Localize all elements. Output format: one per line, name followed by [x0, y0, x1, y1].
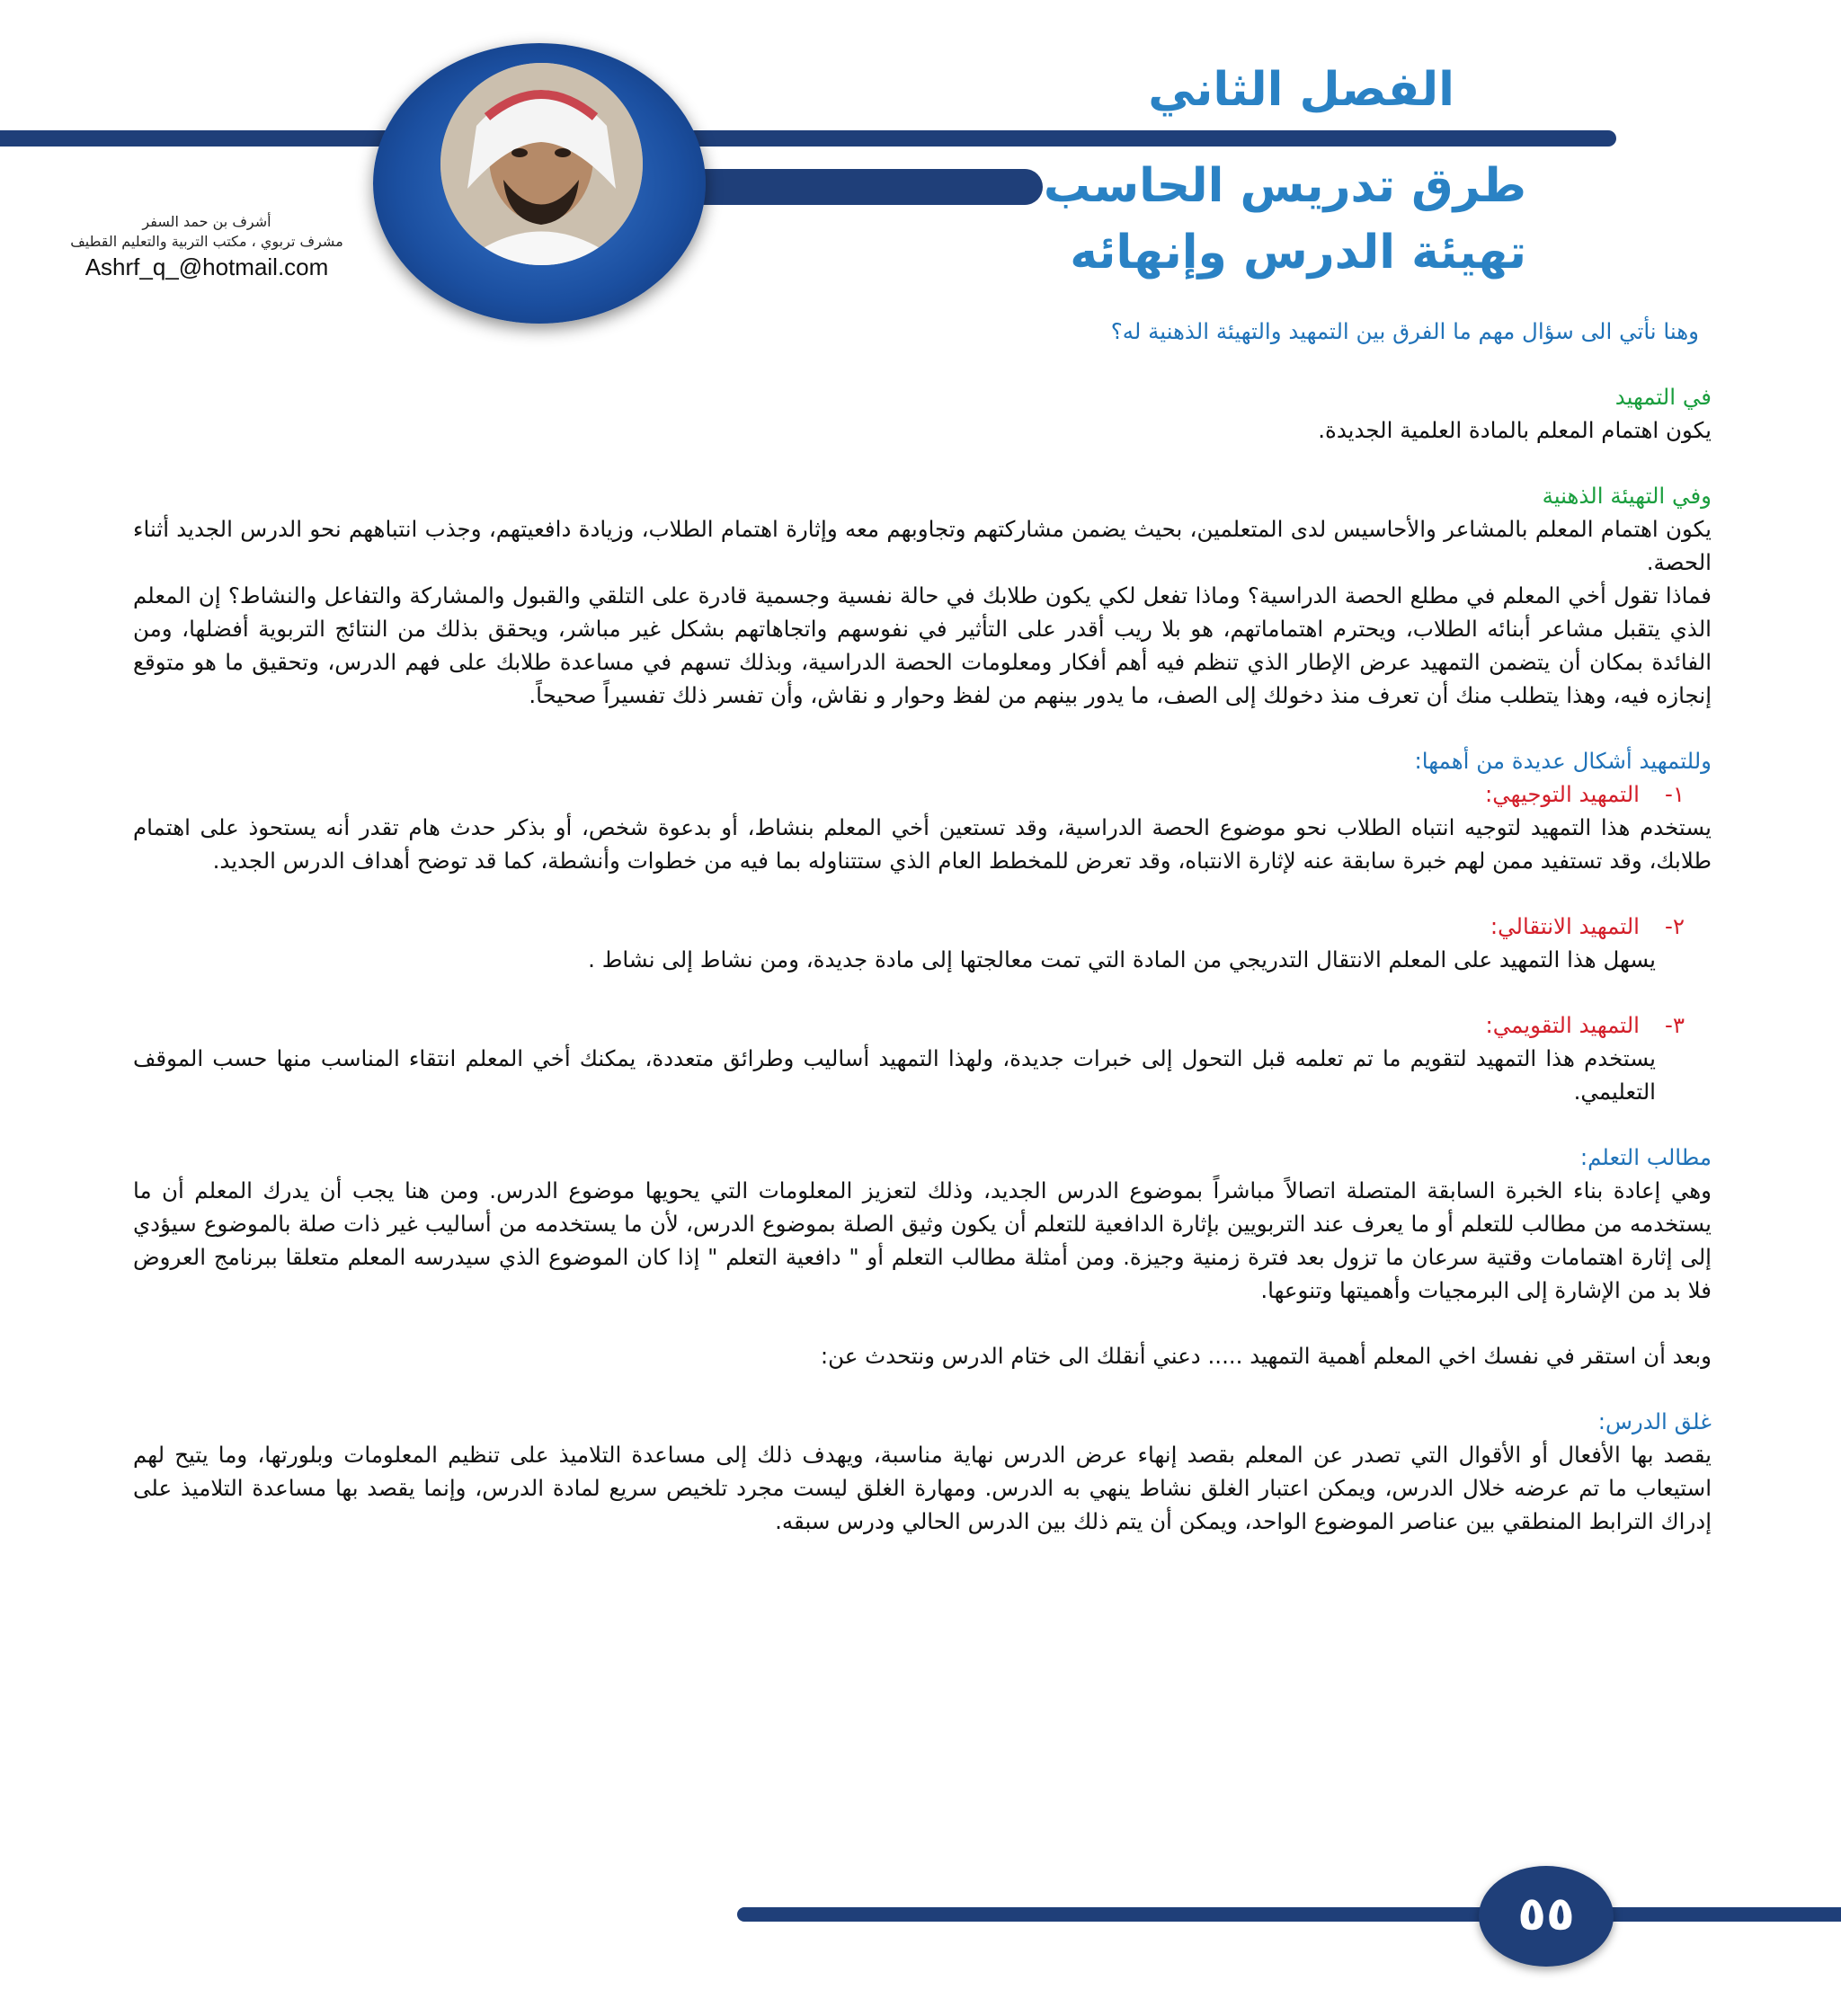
author-photo [440, 63, 643, 265]
item-1-text: يستخدم هذا التمهيد لتوجيه انتباه الطلاب نحو موضوع الحصة الدراسية، وقد تستعين أخي المعلم بنشاط، أو بدعوة شخص، أو بذكر حدث هام تقدر أنه يستحوذ على اهتمام طلابك، وقد تستفيد ممن لهم خبرة سابقة عنه لإثارة الانتباه، وقد تعرض للمخطط العام الذي ستتناوله بما فيه من خطوات وأنشطة، كما قد توضح أهداف الدرس الجديد. [133, 814, 1712, 874]
item-3-title: التمهيد التقويمي: [1485, 1012, 1640, 1038]
item-2-title: التمهيد الانتقالي: [1490, 913, 1640, 939]
item-2-text: يسهل هذا التمهيد على المعلم الانتقال التدريجي من المادة التي تمت معالجتها إلى مادة جديدة، ومن نشاط إلى نشاط . [588, 946, 1656, 972]
item-3-number: ٣- [1664, 1012, 1685, 1038]
page-number: ٥٥ [1479, 1866, 1614, 1967]
item-1-title: التمهيد التوجيهي: [1484, 781, 1640, 807]
item-3-heading [133, 1008, 1712, 1042]
author-name: أشرف بن حمد السفر [142, 213, 271, 230]
lesson-title-line2: تهيئة الدرس وإنهائه [1070, 226, 1526, 280]
tahyea-text-2: فماذا تقول أخي المعلم في مطلع الحصة الدراسية؟ وماذا تفعل لكي يكون طلابك في حالة نفسية وجسمية قادرة على التلقي والقبول والمشاركة والتفاعل والنشاط؟ إن المعلم الذي يتقبل مشاعر أبنائه الطلاب، ويحترم اهتماماتهم، هو بلا ريب أقدر على التأثير في نفوسهم واتجاهاتهم بشكل غير مباشر، ويحقق بذلك من النتائج التربوية أفضلها، ومن الفائدة بمكان أن يتضمن التمهيد عرض الإطار الذي تنظم فيه أهم أفكار ومعلومات الحصة الدراسية، وبذلك تسهم في مساعدة طلابك على فهم الدرس، وتحقيق ما هو متوقع إنجازه فيه، وهذا يتطلب منك أن تعرف منذ دخولك إلى الصف، ما يدور بينهم من لفظ وحوار و نقاش، وأن تفسر ذلك تفسيراً صحيحاً. [133, 582, 1712, 708]
item-2-heading [133, 910, 1712, 943]
header-band [0, 130, 1616, 147]
closing-heading: غلق الدرس: [1597, 1408, 1712, 1434]
lesson-title-line1: طرق تدريس الحاسب [1043, 159, 1526, 213]
chapter-title: الفصل الثاني [1148, 63, 1454, 117]
tamheed-text: يكون اهتمام المعلم بالمادة العلمية الجديدة. [1318, 417, 1712, 443]
tahyea-text: يكون اهتمام المعلم بالمشاعر والأحاسيس لدى المتعلمين، بحيث يضمن مشاركتهم وتجاوبهم معه وإثارة اهتمام الطلاب، وزيادة دافعيتهم، وجذب انتباههم نحو الدرس الجديد أثناء الحصة. [133, 516, 1712, 575]
closing-text: يقصد بها الأفعال أو الأقوال التي تصدر عن المعلم بقصد إنهاء عرض الدرس نهاية مناسبة، ويهدف ذلك إلى مساعدة التلاميذ على تنظيم المعلومات وبلورتها، وما يتيح لهم استيعاب ما تم عرضه خلال الدرس، ويمكن اعتبار الغلق نشاط ينهي به الدرس. ومهارة الغلق ليست مجرد تلخيص سريع لمادة الدرس، وإنما يقصد بها مساعدة التلاميذ على إدراك الترابط المنطقي بين عناصر الموضوع الواحد، ويمكن أن يتم ذلك بين الدرس الحالي ودرس سبقه. [133, 1442, 1712, 1534]
item-1-number: ١- [1664, 781, 1685, 807]
tahyea-heading: وفي التهيئة الذهنية [1542, 483, 1712, 509]
author-email: Ashrf_q_@hotmail.com [84, 253, 329, 280]
tamheed-heading: في التمهيد [1614, 384, 1712, 410]
footer-band [737, 1907, 1841, 1922]
transition-text: وبعد أن استقر في نفسك اخي المعلم أهمية التمهيد ..... دعني أنقلك الى ختام الدرس ونتحدث عن: [820, 1343, 1712, 1369]
learning-heading: مطالب التعلم: [1579, 1144, 1712, 1170]
learning-text: وهي إعادة بناء الخبرة السابقة المتصلة اتصالاً مباشراً بموضوع الدرس الجديد، وذلك لتعزيز المعلومات التي يحويها موضوع الدرس. ومن هنا يجب أن يدرك المعلم أن ما يستخدمه من مطالب للتعلم أو ما يعرف عند التربويين بإثارة الدافعية للتعلم أن يكون وثيق الصلة بموضوع الدرس، لأن ما يستخدمه من أساليب غير ذات صلة بالموضوع سيؤدي إلى إثارة اهتمامات وقتية سرعان ما تزول بعد فترة زمنية وجيزة. ومن أمثلة مطالب التعلم أو " دافعية التعلم " إذا كان الموضوع الذي سيدرسه المعلم متعلقا ببرنامج العروض فلا بد من الإشارة إلى البرمجيات وأهميتها وتنوعها. [133, 1177, 1712, 1303]
author-info [36, 212, 378, 282]
author-role: مشرف تربوي ، مكتب التربية والتعليم القطيف [70, 233, 343, 250]
forms-heading: وللتمهيد أشكال عديدة من أهمها: [1414, 748, 1712, 774]
item-3-text: يستخدم هذا التمهيد لتقويم ما تم تعلمه قبل التحول إلى خبرات جديدة، ولهذا التمهيد أساليب وطرائق متعددة، يمكنك أخي المعلم انتقاء المناسب منها حسب الموقف التعليمي. [133, 1045, 1656, 1105]
lesson-title [897, 153, 1526, 286]
item-2-number: ٢- [1664, 913, 1685, 939]
item-1-heading [133, 777, 1712, 811]
author-photo-icon [440, 63, 643, 265]
main-content [133, 315, 1712, 1538]
question-line: وهنا نأتي الى سؤال مهم ما الفرق بين التمهيد والتهيئة الذهنية له؟ [1110, 318, 1699, 344]
